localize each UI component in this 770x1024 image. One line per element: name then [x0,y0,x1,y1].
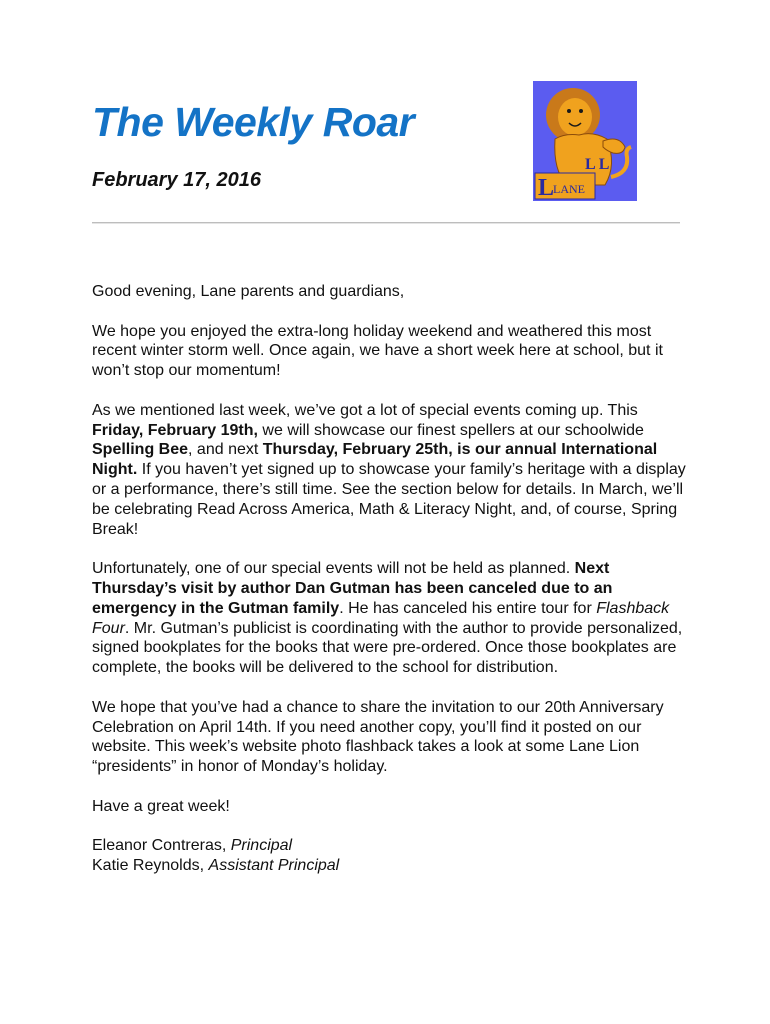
paragraph-4: We hope that you’ve had a chance to share the invitation to our 20th Anniversary Celebration on April 14th. If you need another copy, you’ll find it posted on our website. This week’s website photo flashback takes a look at some Lane Lion “presidents” in honor of Monday’s holiday. [92,698,664,776]
greeting: Good evening, Lane parents and guardians, [92,283,405,300]
logo-sweater-letters: L L [585,156,610,173]
signature-block [92,836,692,876]
header-divider [92,222,680,224]
signature-assistant-principal: Katie Reynolds, Assistant Principal [92,857,340,875]
paragraph-1: We hope you enjoyed the extra-long holiday weekend and weathered this most recent winter storm well. Once again, we have a short week here at school, but it won’t stop our momentum! [92,322,663,380]
newsletter-date: February 17, 2016 [92,169,261,191]
paragraph-3: Unfortunately, one of our special events will not be held as planned. Next Thursday’s visit by author Dan Gutman has been canceled due to an emergency in the Gutman family. He has canceled his entire tour for Flashback Four. Mr. Gutman’s publicist is coordinating with the author to provide personalized, signed bookplates for the books that were pre-ordered. Once those bookplates are complete, the books will be delivered to the school for distribution. [92,560,683,677]
newsletter-title: The Weekly Roar [92,99,415,145]
closing: Have a great week! [92,797,230,815]
paragraph-2: As we mentioned last week, we’ve got a lot of special events coming up. This Friday, February 19th, we will showcase our finest spellers at our schoolwide Spelling Bee, and next Thursday, February 25th, is our annual International Night. If you haven’t yet signed up to showcase your family’s heritage with a display or a performance, there’s still time. See the section below for details. In March, we’ll be celebrating Read Across America, Math & Literacy Night, and, of course, Spring Break! [92,401,686,538]
logo-lane-text: LANE [553,182,585,196]
svg-text:L: L [538,175,555,201]
signature-principal: Eleanor Contreras, Principal [92,837,293,855]
letter-body [92,282,692,896]
lane-lion-logo [533,81,637,201]
